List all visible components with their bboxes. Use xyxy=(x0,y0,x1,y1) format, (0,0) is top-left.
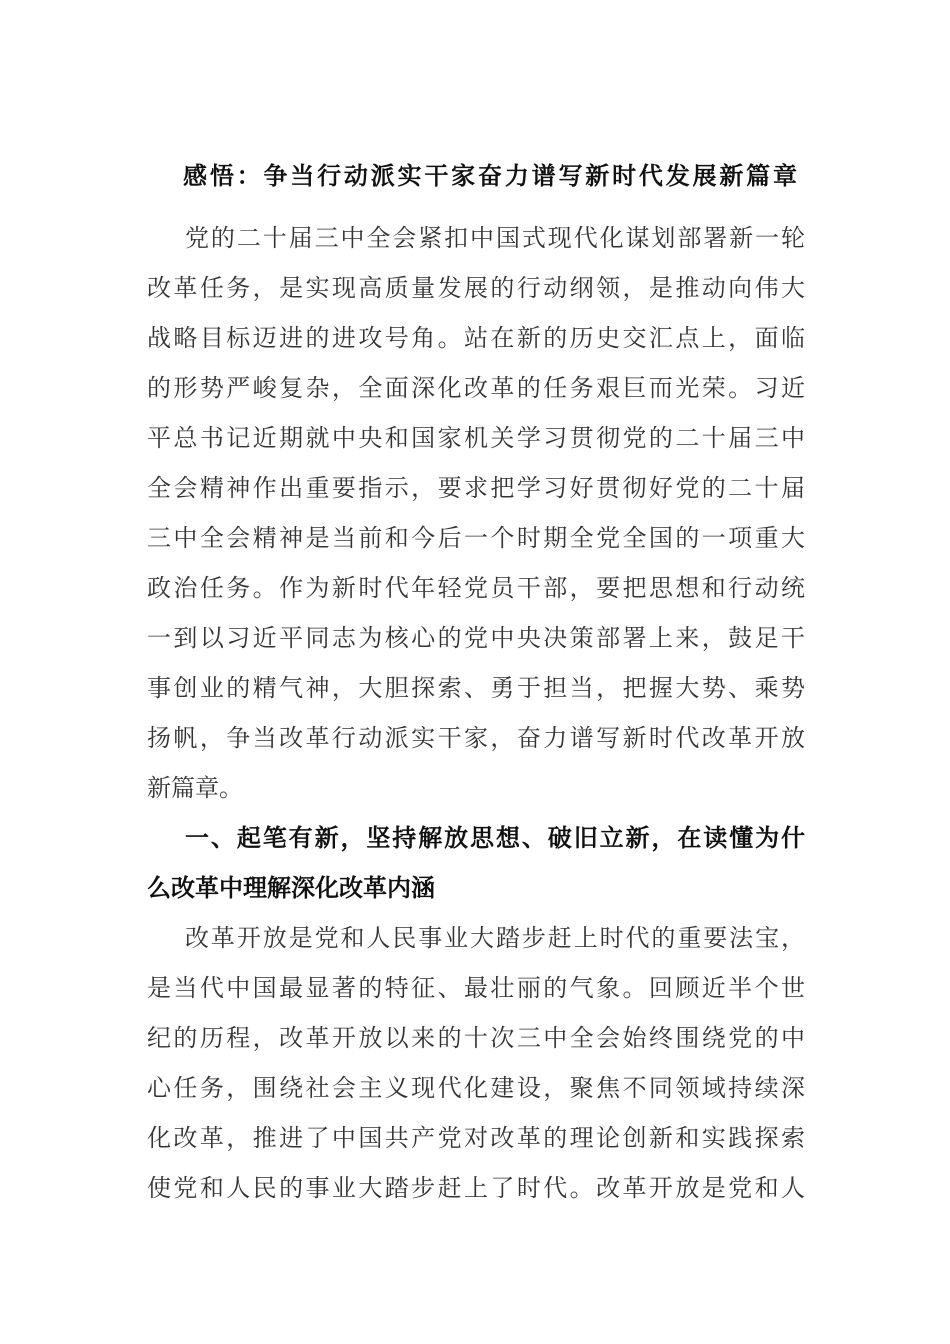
document-title: 感悟：争当行动派实干家奋力谱写新时代发展新篇章 xyxy=(183,162,797,190)
text-line: 改革开放是党和人民事业大踏步赶上时代的重要法宝， xyxy=(185,924,805,952)
text-line: 扬帆，争当改革行动派实干家，奋力谱写新时代改革开放 xyxy=(147,724,805,752)
text-line: 使党和人民的事业大踏步赶上了时代。改革开放是党和人 xyxy=(147,1174,805,1202)
text-line: 改革任务，是实现高质量发展的行动纲领，是推动向伟大 xyxy=(147,274,805,302)
text-line: 三中全会精神是当前和今后一个时期全党全国的一项重大 xyxy=(147,524,805,552)
text-line: 政治任务。作为新时代年轻党员干部，要把思想和行动统 xyxy=(147,574,805,602)
text-line: 化改革，推进了中国共产党对改革的理论创新和实践探索 xyxy=(147,1124,805,1152)
text-line: 的形势严峻复杂，全面深化改革的任务艰巨而光荣。习近 xyxy=(147,374,805,402)
text-line: 纪的历程，改革开放以来的十次三中全会始终围绕党的中 xyxy=(147,1024,805,1052)
heading-line: 一、起笔有新，坚持解放思想、破旧立新，在读懂为什 xyxy=(185,824,805,852)
text-line: 平总书记近期就中央和国家机关学习贯彻党的二十届三中 xyxy=(147,424,805,452)
text-line: 新篇章。 xyxy=(147,774,243,802)
text-line: 全会精神作出重要指示，要求把学习好贯彻好党的二十届 xyxy=(147,474,805,502)
text-line: 心任务，围绕社会主义现代化建设，聚焦不同领域持续深 xyxy=(147,1074,805,1102)
heading-line: 么改革中理解深化改革内涵 xyxy=(147,874,435,902)
text-line: 是当代中国最显著的特征、最壮丽的气象。回顾近半个世 xyxy=(147,974,805,1002)
text-line: 一到以习近平同志为核心的党中央决策部署上来，鼓足干 xyxy=(147,624,805,652)
text-line: 党的二十届三中全会紧扣中国式现代化谋划部署新一轮 xyxy=(185,224,805,252)
text-line: 战略目标迈进的进攻号角。站在新的历史交汇点上，面临 xyxy=(147,324,805,352)
text-line: 事创业的精气神，大胆探索、勇于担当，把握大势、乘势 xyxy=(147,674,805,702)
